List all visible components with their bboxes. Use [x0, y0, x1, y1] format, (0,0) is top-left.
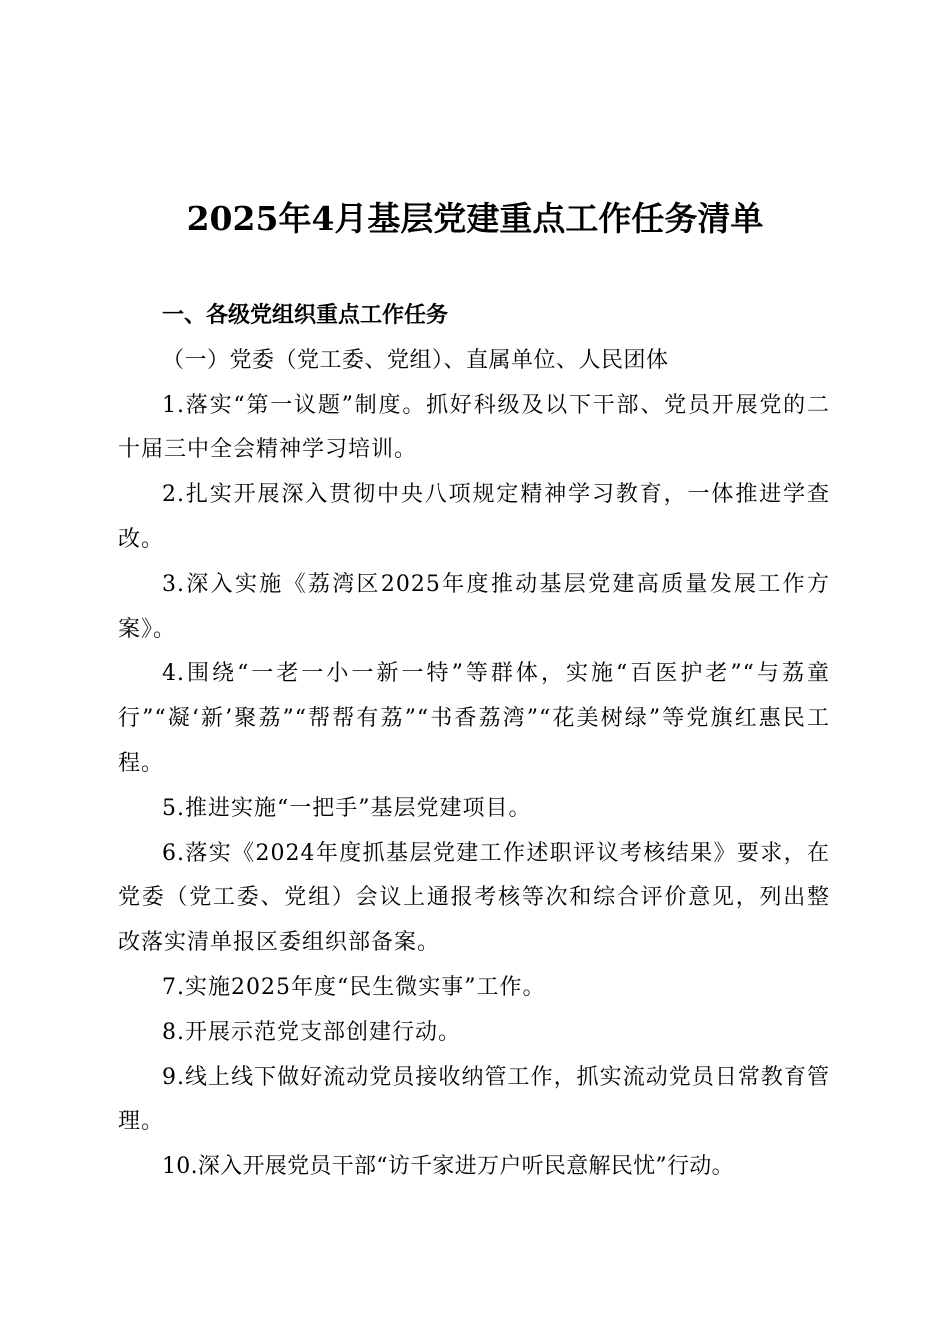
- task-item-6: 6.落实《2024年度抓基层党建工作述职评议考核结果》要求，在党委（党工委、党组）会议上通报考核等次和综合评价意见，列出整改落实清单报区委组织部备案。: [118, 840, 830, 956]
- section-heading: 一、各级党组织重点工作任务: [162, 303, 449, 328]
- task-item-7: 7.实施2025年度“民生微实事”工作。: [162, 974, 546, 1000]
- task-item-3: 3.深入实施《荔湾区2025年度推动基层党建高质量发展工作方案》。: [118, 571, 830, 642]
- task-item-1: 1.落实“第一议题”制度。抓好科级及以下干部、党员开展党的二十届三中全会精神学习培训。: [118, 392, 830, 463]
- task-item-9: 9.线上线下做好流动党员接收纳管工作，抓实流动党员日常教育管理。: [118, 1064, 830, 1135]
- task-item-4: 4.围绕“一老一小一新一特”等群体，实施“百医护老”“与荔童行”“凝‘新’聚荔”“帮帮有荔”“书香荔湾”“花美树绿”等党旗红惠民工程。: [118, 661, 830, 776]
- task-item-2: 2.扎实开展深入贯彻中央八项规定精神学习教育，一体推进学查改。: [118, 482, 830, 552]
- document-title: 2025年4月基层党建重点工作任务清单: [186, 199, 764, 238]
- document-body: [118, 294, 830, 1190]
- subsection-heading: （一）党委（党工委、党组）、直属单位、人民团体: [162, 347, 669, 373]
- task-item-10: 10.深入开展党员干部“访千家进万户听民意解民忧”行动。: [162, 1154, 734, 1180]
- task-item-8: 8.开展示范党支部创建行动。: [162, 1019, 461, 1045]
- task-item-5: 5.推进实施“一把手”基层党建项目。: [162, 795, 532, 821]
